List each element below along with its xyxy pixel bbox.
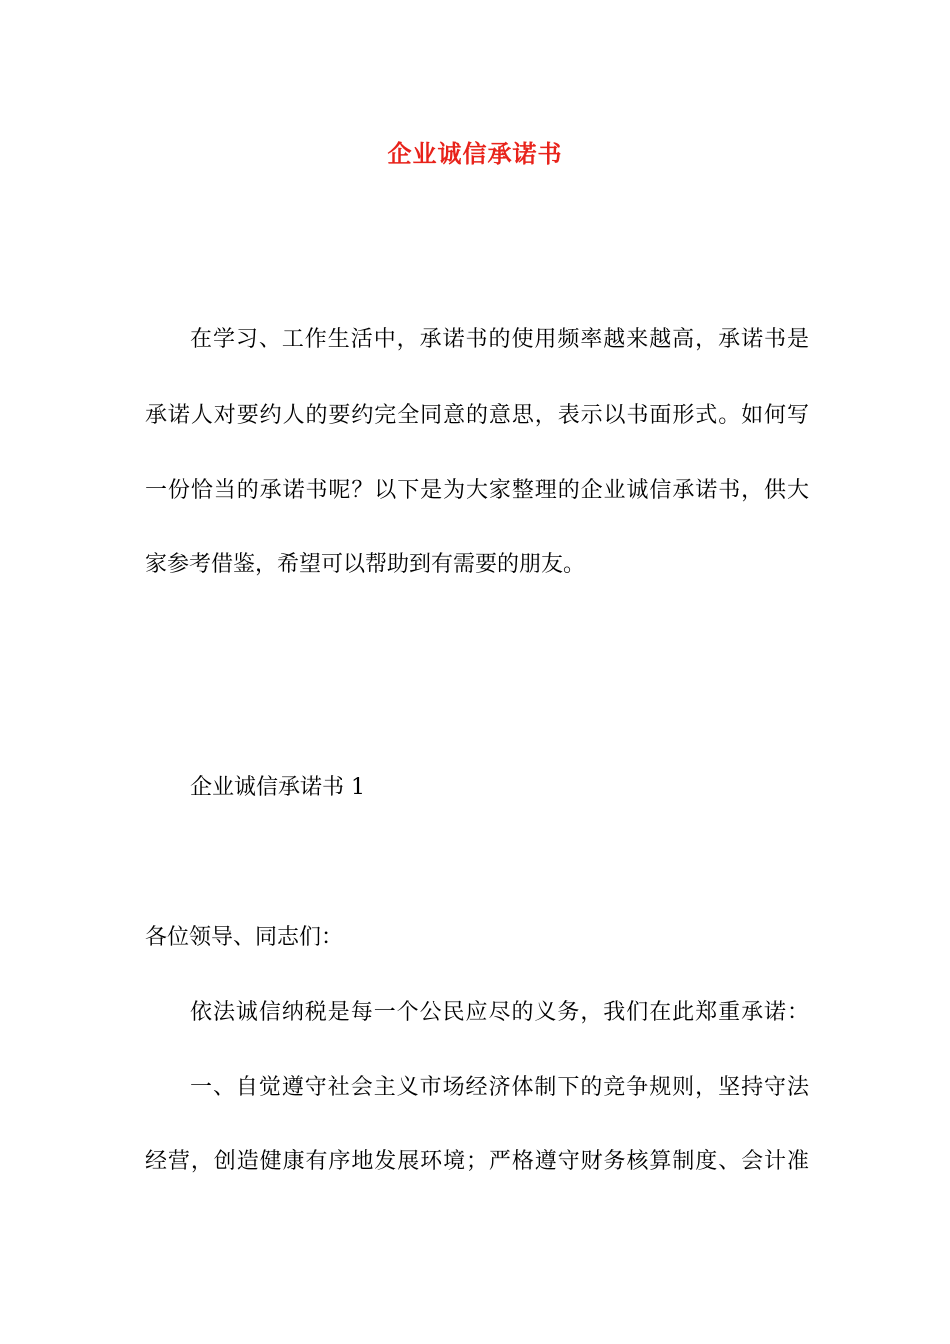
intro-line-4: 家参考借鉴，希望可以帮助到有需要的朋友。: [145, 552, 586, 577]
salutation: 各位领导、同志们：: [145, 925, 344, 950]
section-heading: 企业诚信承诺书 1: [190, 775, 365, 800]
pledge-intro: 依法诚信纳税是每一个公民应尽的义务，我们在此郑重承诺：: [190, 1000, 809, 1025]
item1-line-2: 经营，创造健康有序地发展环境；严格遵守财务核算制度、会计准: [145, 1149, 809, 1174]
item1-line-1: 一、自觉遵守社会主义市场经济体制下的竞争规则，坚持守法: [190, 1075, 809, 1100]
intro-line-1: 在学习、工作生活中，承诺书的使用频率越来越高，承诺书是: [190, 327, 809, 352]
document-title: 企业诚信承诺书: [387, 139, 563, 168]
intro-line-2: 承诺人对要约人的要约完全同意的意思，表示以书面形式。如何写: [145, 403, 809, 428]
intro-line-3: 一份恰当的承诺书呢？以下是为大家整理的企业诚信承诺书，供大: [145, 478, 809, 503]
